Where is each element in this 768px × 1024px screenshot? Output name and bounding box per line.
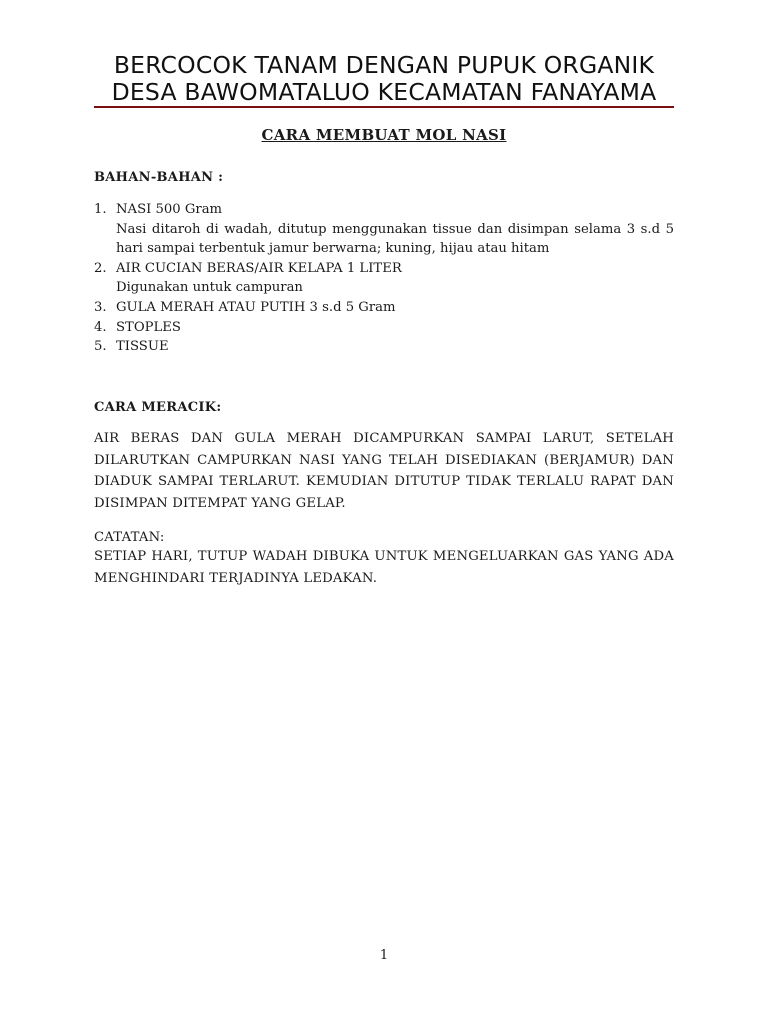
ingredients-heading: BAHAN-BAHAN : bbox=[94, 170, 224, 185]
list-item-body bbox=[116, 200, 674, 259]
list-item-body bbox=[116, 318, 674, 338]
header-divider bbox=[94, 106, 674, 108]
list-item-number: 1. bbox=[94, 202, 107, 217]
document-header bbox=[94, 52, 674, 106]
method-paragraph: AIR BERAS DAN GULA MERAH DICAMPURKAN SAMPAI LARUT, SETELAH DILARUTKAN CAMPURKAN NASI YANG TELAH DISEDIAKAN (BERJAMUR) DAN DIADUK SAMPAI TERLARUT. KEMUDIAN DITUTUP TIDAK TERLALU RAPAT DAN DISIMPAN DITEMPAT YANG GELAP. bbox=[94, 431, 674, 511]
list-item-note: Nasi ditaroh di wadah, ditutup menggunakan tissue dan disimpan selama 3 s.d 5 hari sampai terbentuk jamur berwarna; kuning, hijau atau hitam bbox=[116, 221, 674, 257]
notes-paragraph: SETIAP HARI, TUTUP WADAH DIBUKA UNTUK MENGELUARKAN GAS YANG ADA MENGHINDARI TERJADINYA LEDAKAN. bbox=[94, 549, 674, 586]
list-item-number: 4. bbox=[94, 319, 107, 335]
list-item-body bbox=[116, 259, 674, 298]
list-item bbox=[94, 318, 674, 338]
list-item-text: STOPLES bbox=[116, 319, 181, 335]
list-item-note: Digunakan untuk campuran bbox=[116, 280, 303, 296]
list-item bbox=[94, 259, 674, 298]
list-item-text: AIR CUCIAN BERAS/AIR KELAPA 1 LITER bbox=[116, 260, 402, 276]
method-heading: CARA MERACIK: bbox=[94, 400, 222, 415]
page-title: CARA MEMBUAT MOL NASI bbox=[261, 126, 507, 144]
list-item-body bbox=[116, 337, 674, 357]
list-item-text: GULA MERAH ATAU PUTIH 3 s.d 5 Gram bbox=[116, 299, 396, 315]
list-item bbox=[94, 200, 674, 259]
notes-heading: CATATAN: bbox=[94, 530, 165, 545]
list-item-text: NASI 500 Gram bbox=[116, 202, 223, 217]
list-item bbox=[94, 337, 674, 357]
list-item-number: 3. bbox=[94, 299, 107, 315]
page-number: 1 bbox=[379, 948, 389, 963]
header-line-1: BERCOCOK TANAM DENGAN PUPUK ORGANIK bbox=[113, 51, 655, 79]
list-item-number: 2. bbox=[94, 260, 107, 276]
list-item-body bbox=[116, 298, 674, 318]
list-item-text: TISSUE bbox=[116, 339, 169, 355]
header-line-2: DESA BAWOMATALUO KECAMATAN FANAYAMA bbox=[111, 78, 657, 106]
ingredients-list bbox=[94, 200, 674, 357]
list-item bbox=[94, 298, 674, 318]
list-item-number: 5. bbox=[94, 339, 107, 355]
